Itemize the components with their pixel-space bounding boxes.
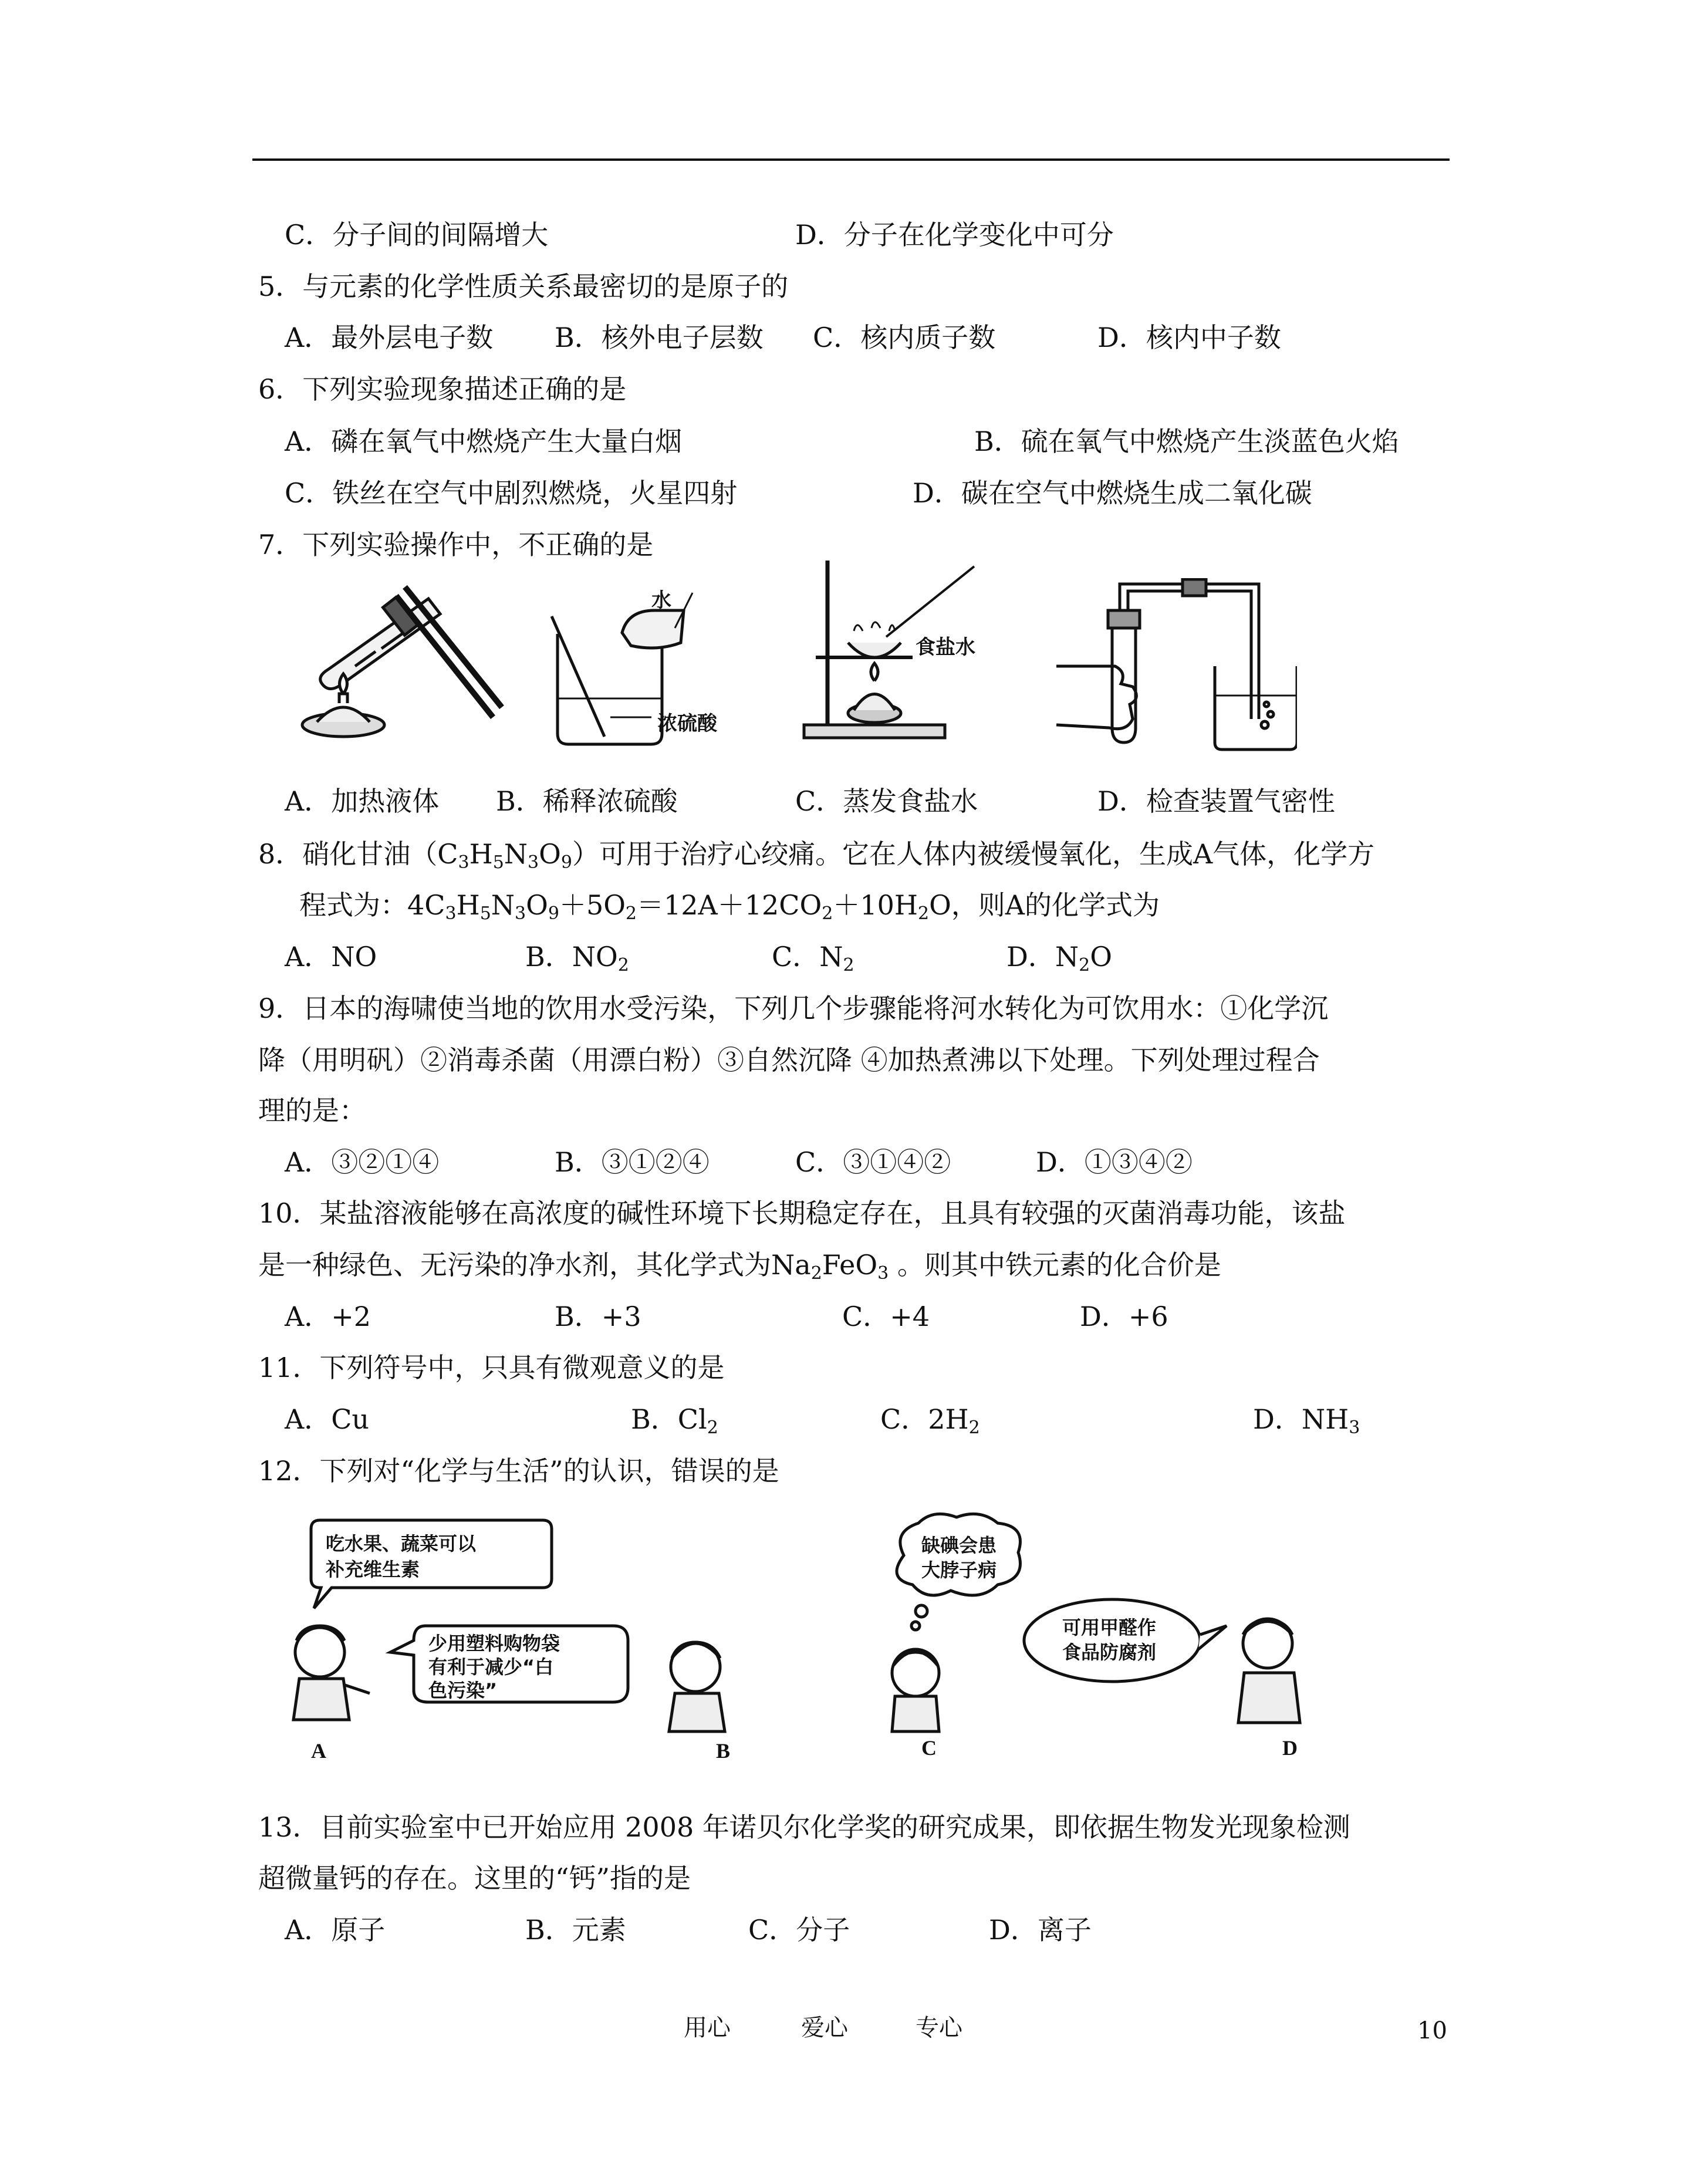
- q5-option-c: C．核内质子数: [813, 322, 996, 353]
- q9-line-2: 降（用明矾）②消毒杀菌（用漂白粉）③自然沉降 ④加热煮沸以下处理。下列处理过程合: [258, 1044, 1320, 1076]
- q10-option-b: B．+3: [555, 1301, 641, 1332]
- label-water: 水: [651, 589, 671, 612]
- cartoon-caption-d: D: [1282, 1736, 1298, 1760]
- q4-option-c: C．分子间的间隔增大: [285, 219, 549, 251]
- q9-option-c: C．③①④②: [795, 1146, 951, 1178]
- q9-line-1: 9．日本的海啸使当地的饮用水受污染，下列几个步骤能将河水转化为可饮用水：①化学沉: [258, 993, 1329, 1024]
- q8-option-a: A．NO: [285, 941, 377, 973]
- q9-option-b: B．③①②④: [555, 1146, 710, 1178]
- q10-option-c: C．+4: [842, 1301, 930, 1332]
- q13-option-b: B．元素: [525, 1914, 626, 1946]
- q10-line-1: 10．某盐溶液能够在高浓度的碱性环境下长期稳定存在，且具有较强的灭菌消毒功能，该盐: [258, 1197, 1346, 1229]
- q10-option-d: D．+6: [1080, 1301, 1168, 1332]
- footer-motto-2: 爱心: [801, 2014, 848, 2041]
- q10-line-2: 是一种绿色、无污染的净水剂，其化学式为$Na_2FeO_3$ 。则其中铁元素的化合价是: [258, 1249, 1221, 1284]
- q6-option-d: D．碳在空气中燃烧生成二氧化碳: [913, 477, 1312, 509]
- q13-option-a: A．原子: [285, 1914, 386, 1946]
- bubble-b-text: 少用塑料购物袋 有利于减少“白 色污染”: [428, 1632, 560, 1702]
- q5-option-b: B．核外电子层数: [555, 322, 764, 353]
- figure-diluting-acid: [540, 587, 763, 751]
- bubble-a-text: 吃水果、蔬菜可以 补充维生素: [326, 1532, 477, 1581]
- q8-option-c: C．$N_2$: [772, 941, 854, 975]
- q6-option-a: A．磷在氧气中燃烧产生大量白烟: [285, 426, 683, 457]
- cartoon-a-b: [267, 1508, 877, 1761]
- q5-option-d: D．核内中子数: [1097, 322, 1281, 353]
- q7-option-b: B．稀释浓硫酸: [496, 785, 678, 817]
- q8-option-d: D．$N_2O$: [1006, 941, 1112, 975]
- figure-airtightness-check: [1045, 578, 1297, 754]
- q11-option-b: B．$Cl_2$: [631, 1403, 718, 1438]
- bubble-c-text: 缺碘会患 大脖子病: [921, 1534, 997, 1581]
- q13-option-d: D．离子: [989, 1914, 1092, 1946]
- q7-option-d: D．检查装置气密性: [1097, 785, 1335, 817]
- footer-motto-3: 专心: [916, 2014, 962, 2041]
- q11-option-c: C．$2H_2$: [880, 1403, 980, 1438]
- q12-stem: 12．下列对“化学与生活”的认识，错误的是: [258, 1455, 779, 1487]
- q10-option-a: A．+2: [285, 1301, 371, 1332]
- q6-stem: 6．下列实验现象描述正确的是: [258, 373, 627, 405]
- q7-option-a: A．加热液体: [285, 785, 440, 817]
- q11-option-d: D．$NH_3$: [1253, 1403, 1360, 1438]
- q9-option-d: D．①③④②: [1036, 1146, 1193, 1178]
- q4-option-d: D．分子在化学变化中可分: [795, 219, 1114, 251]
- q6-option-c: C．铁丝在空气中剧烈燃烧，火星四射: [285, 477, 738, 509]
- q5-option-a: A．最外层电子数: [285, 322, 494, 353]
- cartoon-caption-c: C: [921, 1736, 937, 1760]
- label-concentrated-acid: 浓硫酸: [657, 712, 717, 735]
- q13-line-1: 13．目前实验室中已开始应用 2008 年诺贝尔化学奖的研究成果，即依据生物发光现象检测: [258, 1811, 1350, 1843]
- cartoon-caption-b: B: [716, 1739, 731, 1761]
- bubble-d-text: 可用甲醛作 食品防腐剂: [1062, 1616, 1157, 1663]
- header-rule: [252, 158, 1450, 161]
- label-salt-water: 食盐水: [916, 636, 975, 659]
- q11-option-a: A．Cu: [285, 1403, 370, 1435]
- q13-line-2: 超微量钙的存在。这里的“钙”指的是: [258, 1862, 691, 1894]
- q11-stem: 11．下列符号中，只具有微观意义的是: [258, 1352, 725, 1383]
- cartoon-caption-a: A: [311, 1739, 326, 1761]
- footer-motto-1: 用心: [684, 2014, 731, 2041]
- cartoon-c-d: [863, 1508, 1332, 1761]
- q13-option-c: C．分子: [748, 1914, 850, 1946]
- q8-option-b: B．$NO_2$: [525, 941, 629, 975]
- figure-heating-liquid: [293, 563, 528, 740]
- q7-stem: 7．下列实验操作中，不正确的是: [258, 529, 654, 561]
- q5-stem: 5．与元素的化学性质关系最密切的是原子的: [258, 271, 789, 302]
- q8-line-1: 8．硝化甘油$(C_3H_5N_3O_9)$可用于治疗心绞痛。它在人体内被缓慢氧化，生成A气体，化学方: [258, 838, 1375, 873]
- q9-line-3: 理的是：: [258, 1095, 366, 1126]
- figure-evaporation: [798, 555, 1045, 742]
- page-number: 10: [1417, 2017, 1447, 2044]
- q6-option-b: B．硫在氧气中燃烧产生淡蓝色火焰: [974, 426, 1399, 457]
- q7-option-c: C．蒸发食盐水: [795, 785, 978, 817]
- q9-option-a: A．③②①④: [285, 1146, 440, 1178]
- q8-line-2: 程式为：$4C_3H_5N_3O_9+5O_2=12A+12CO_2+10H_2O$，则A的化学式为: [299, 889, 1160, 924]
